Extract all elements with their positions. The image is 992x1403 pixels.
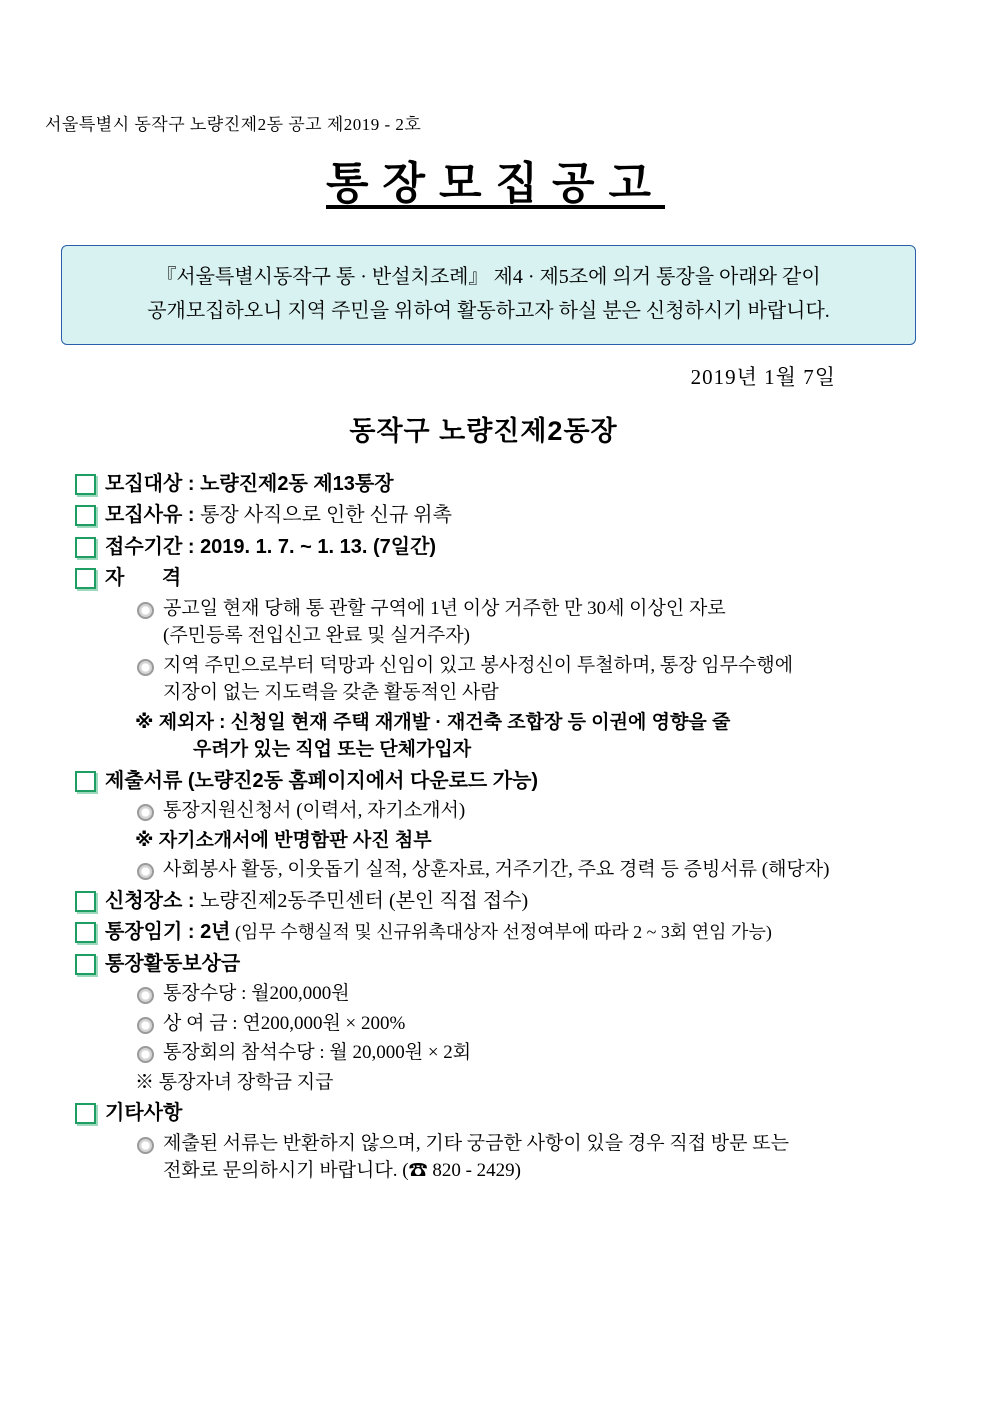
section-value: 2019. 1. 7. ~ 1. 13. (7일간) <box>200 535 437 558</box>
checkbox-icon <box>75 537 96 558</box>
note-line-1: ※ 통장자녀 장학금 지급 <box>135 1071 334 1093</box>
section-label: 모집사유 : <box>105 504 201 527</box>
section-value: (노량진2동 홈페이지에서 다운로드 가능) <box>187 769 539 792</box>
list-item <box>135 980 932 1008</box>
section-suffix: (임무 수행실적 및 신규위촉대상자 선정여부에 따라 2 ~ 3회 연임 가능) <box>230 922 772 943</box>
bullet-icon <box>137 659 154 676</box>
section-compensation <box>63 950 932 1097</box>
bullet-icon <box>137 804 154 821</box>
note-line-2: 우려가 있는 직업 또는 단체가입자 <box>193 739 472 761</box>
list-item-line-1: 지역 주민으로부터 덕망과 신임이 있고 봉사정신이 투철하며, 통장 임무수행에 <box>163 654 794 676</box>
bullet-icon <box>137 1137 154 1154</box>
compensation-list <box>105 980 932 1067</box>
document-signature: 동작구 노량진제2동장 <box>349 416 618 446</box>
documents-list-2 <box>105 856 932 884</box>
bullet-icon <box>137 602 154 619</box>
section-label: 통장활동보상금 <box>105 952 241 975</box>
section-value: 2년 <box>200 921 231 944</box>
checkbox-icon <box>75 1103 96 1124</box>
announcement-sections <box>45 470 932 1185</box>
documents-list <box>105 797 932 825</box>
section-value: 통장 사직으로 인한 신규 위촉 <box>200 504 452 527</box>
section-label: 접수기간 : <box>105 535 201 558</box>
checkbox-icon <box>75 505 96 526</box>
list-item <box>135 856 932 884</box>
section-application-place <box>63 887 932 915</box>
bullet-icon <box>137 1046 154 1063</box>
checkbox-icon <box>75 922 96 943</box>
section-value: 노량진제2동 제13통장 <box>200 473 394 495</box>
note-line-1: ※ 자기소개서에 반명함판 사진 첨부 <box>135 829 432 851</box>
section-value: 노량진제2동주민센터 (본인 직접 접수) <box>200 889 529 912</box>
note-line-1: ※ 제외자 : 신청일 현재 주택 재개발 · 재건축 조합장 등 이권에 영향을 줄 <box>135 711 731 733</box>
section-label: 자 격 <box>105 567 198 590</box>
document-date: 2019년 1월 7일 <box>690 365 836 389</box>
bullet-icon <box>137 987 154 1004</box>
list-item-line-2: 지장이 없는 지도력을 갖춘 활동적인 사람 <box>163 682 499 704</box>
list-item-line-1: 상 여 금 : 연200,000원 × 200% <box>163 1012 406 1034</box>
section-label: 통장임기 : <box>105 921 201 944</box>
scholarship-note <box>105 1069 932 1097</box>
notice-line-1: 『서울특별시동작구 통 · 반설치조례』 제4 · 제5조에 의거 통장을 아래와 같이 <box>156 266 821 288</box>
list-item-line-1: 통장수당 : 월200,000원 <box>163 983 350 1005</box>
list-item-line-1: 제출된 서류는 반환하지 않으며, 기타 궁금한 사항이 있을 경우 직접 방문 또는 <box>163 1132 789 1154</box>
photo-attachment-note <box>105 827 932 855</box>
other-matters-list <box>105 1130 932 1185</box>
list-item <box>135 1010 932 1038</box>
section-recruitment-reason <box>63 501 932 529</box>
list-item-line-1: 공고일 현재 당해 통 관할 구역에 1년 이상 거주한 만 30세 이상인 자로 <box>163 597 726 619</box>
document-number: 서울특별시 동작구 노량진제2동 공고 제2019 - 2호 <box>45 115 422 134</box>
notice-box <box>61 245 916 345</box>
section-label: 모집대상 : <box>105 473 201 495</box>
checkbox-icon <box>75 568 96 589</box>
section-recruitment-target <box>63 470 932 498</box>
page-title: 통장모집공고 <box>325 159 666 208</box>
section-term-of-office <box>63 918 932 946</box>
section-other-matters <box>63 1099 932 1184</box>
section-label: 제출서류 <box>105 769 188 792</box>
section-application-period <box>63 533 932 561</box>
checkbox-icon <box>75 891 96 912</box>
list-item <box>135 595 932 650</box>
checkbox-icon <box>75 474 96 495</box>
list-item-line-1: 통장회의 참석수당 : 월 20,000원 × 2회 <box>163 1042 472 1064</box>
list-item-line-1: 통장지원신청서 (이력서, 자기소개서) <box>163 800 466 822</box>
section-label: 신청장소 : <box>105 889 201 912</box>
section-label: 기타사항 <box>105 1102 183 1125</box>
qualification-exclusion-note <box>105 709 932 764</box>
bullet-icon <box>137 863 154 880</box>
list-item <box>135 1039 932 1067</box>
list-item <box>135 652 932 707</box>
notice-line-2: 공개모집하오니 지역 주민을 위하여 활동하고자 하실 분은 신청하시기 바랍니다. <box>147 300 830 322</box>
list-item <box>135 797 932 825</box>
checkbox-icon <box>75 954 96 975</box>
qualification-list <box>105 595 932 707</box>
list-item <box>135 1130 932 1185</box>
bullet-icon <box>137 1017 154 1034</box>
list-item-line-2: (주민등록 전입신고 완료 및 실거주자) <box>163 625 470 647</box>
section-required-documents <box>63 767 932 884</box>
list-item-line-1: 사회봉사 활동, 이웃돕기 실적, 상훈자료, 거주기간, 주요 경력 등 증빙서류 (해당자) <box>163 859 830 881</box>
section-qualifications <box>63 564 932 764</box>
list-item-line-2: 전화로 문의하시기 바랍니다. (☎ 820 - 2429) <box>163 1160 521 1182</box>
checkbox-icon <box>75 771 96 792</box>
